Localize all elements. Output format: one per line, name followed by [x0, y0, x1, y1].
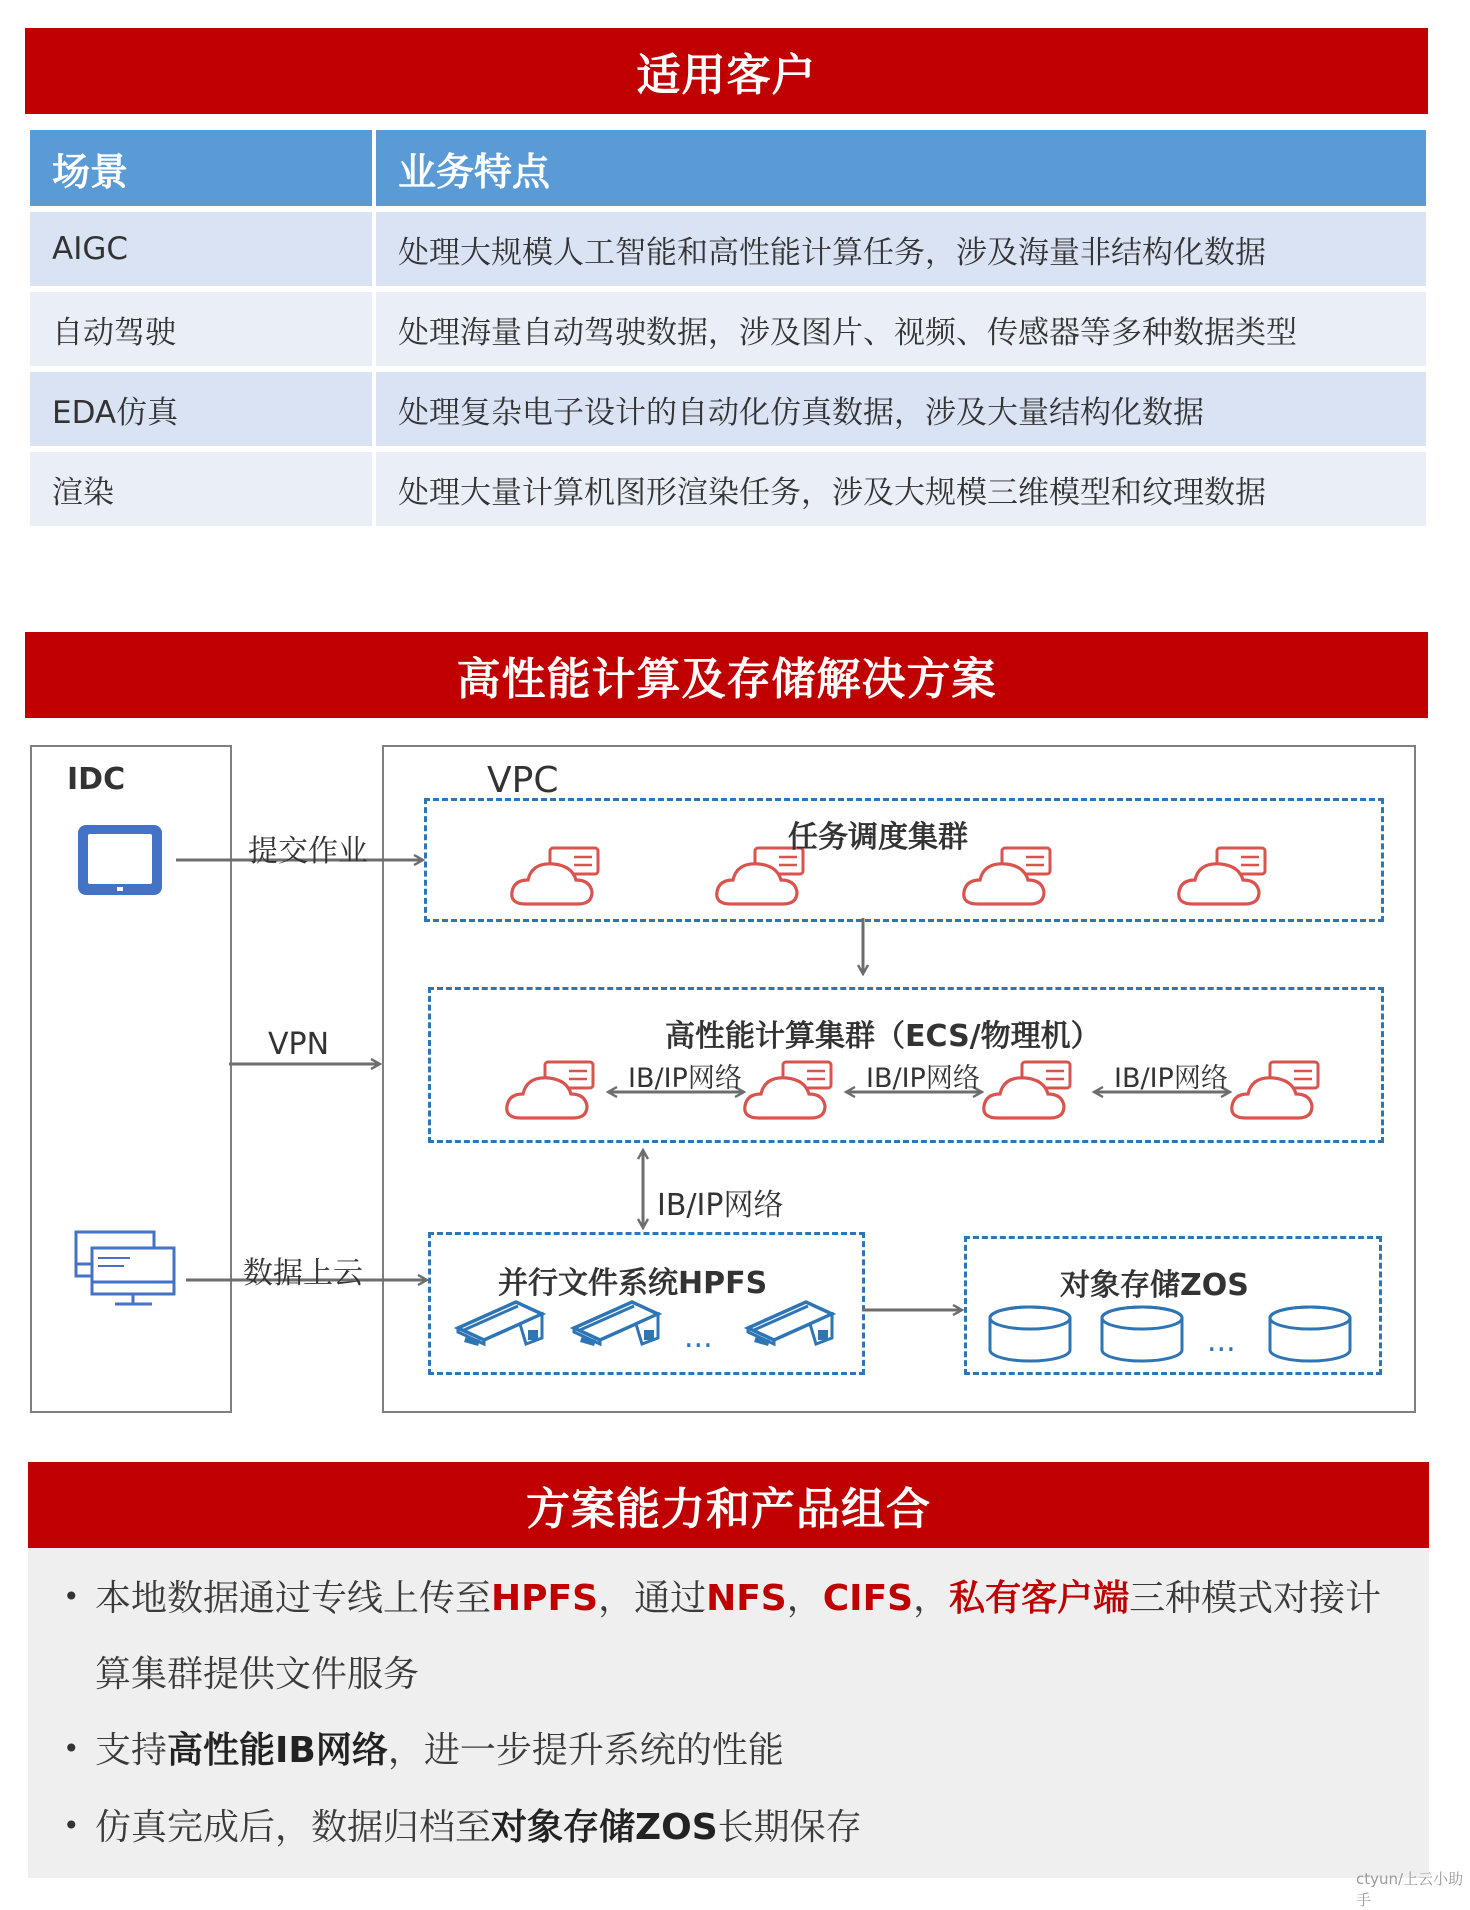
bullet-1-hpfs: HPFS — [491, 1578, 599, 1619]
bullet-dot: • — [63, 1809, 80, 1842]
bullet-dot: • — [63, 1732, 80, 1765]
zos-ellipsis: ... — [1207, 1324, 1236, 1359]
cloud-server-icon — [964, 848, 1050, 904]
bullet-1-cifs: CIFS — [822, 1578, 914, 1619]
bullet-1-sep: ， — [786, 1578, 823, 1619]
ib-network-label: IB/IP网络 — [866, 1063, 980, 1094]
vpn-label: VPN — [268, 1027, 330, 1062]
storage-drive-icon — [458, 1302, 542, 1346]
cloud-server-icon — [984, 1062, 1070, 1118]
bullet-2-bold: 高性能IB网络 — [167, 1730, 388, 1771]
idc-label: IDC — [67, 762, 126, 797]
tablet-icon — [78, 825, 162, 895]
customers-title: 适用客户 — [636, 50, 817, 101]
bullet-1-sep2: ， — [913, 1578, 950, 1619]
capabilities-title: 方案能力和产品组合 — [526, 1484, 931, 1535]
cell-scene: 自动驾驶 — [30, 286, 376, 366]
cloud-server-icon — [512, 848, 598, 904]
bullet-3-bold: 对象存储ZOS — [491, 1807, 718, 1848]
cell-feature: 处理大量计算机图形渲染任务，涉及大规模三维模型和纹理数据 — [376, 446, 1426, 526]
cell-scene: EDA仿真 — [30, 366, 376, 446]
object-disk-icon — [1102, 1307, 1182, 1361]
bullet-3-text-a: 仿真完成后，数据归档至 — [95, 1807, 492, 1848]
cell-feature: 处理大规模人工智能和高性能计算任务，涉及海量非结构化数据 — [376, 206, 1426, 286]
cloud-server-icon — [1179, 848, 1265, 904]
cell-scene: AIGC — [30, 206, 376, 286]
bullet-1-nfs: NFS — [706, 1578, 787, 1619]
bullet-3 — [95, 1799, 862, 1850]
ib-network-label: IB/IP网络 — [657, 1188, 784, 1223]
submit-job-label: 提交作业 — [248, 834, 368, 869]
ib-network-label: IB/IP网络 — [628, 1063, 742, 1094]
header-scene: 场景 — [30, 130, 376, 206]
watermark: ctyun/上云小助手 — [1356, 1870, 1464, 1909]
object-disk-icon — [1270, 1307, 1350, 1361]
hpc-cluster-label: 高性能计算集群（ECS/物理机） — [665, 1019, 1101, 1054]
bullet-1-client: 私有客户端 — [949, 1578, 1130, 1619]
bullet-2-text-a: 支持 — [95, 1730, 168, 1771]
cloud-server-icon — [745, 1062, 831, 1118]
cell-feature: 处理复杂电子设计的自动化仿真数据，涉及大量结构化数据 — [376, 366, 1426, 446]
ib-network-label: IB/IP网络 — [1114, 1063, 1228, 1094]
bullet-2-text-b: ，进一步提升系统的性能 — [387, 1730, 784, 1771]
zos-label: 对象存储ZOS — [1060, 1268, 1249, 1303]
bullet-dot: • — [63, 1580, 80, 1613]
bullet-2 — [95, 1722, 784, 1773]
scheduler-cluster-label: 任务调度集群 — [788, 820, 968, 855]
bullet-1-text-c: 三种模式对接计 — [1129, 1578, 1382, 1619]
storage-drive-icon — [748, 1302, 832, 1346]
cell-feature: 处理海量自动驾驶数据，涉及图片、视频、传感器等多种数据类型 — [376, 286, 1426, 366]
cloud-server-icon — [717, 848, 803, 904]
solution-title: 高性能计算及存储解决方案 — [456, 654, 997, 705]
bullet-1-line-2: 算集群提供文件服务 — [95, 1654, 420, 1695]
capabilities-banner — [28, 1462, 1429, 1548]
bullet-1 — [95, 1570, 1381, 1621]
hpfs-ellipsis: ... — [684, 1320, 713, 1355]
cloud-server-icon — [507, 1062, 593, 1118]
bullet-1-text-b: ，通过 — [598, 1578, 707, 1619]
object-disk-icon — [990, 1307, 1070, 1361]
bullet-1-text-a: 本地数据通过专线上传至 — [95, 1578, 492, 1619]
header-features: 业务特点 — [376, 130, 1426, 206]
storage-drive-icon — [574, 1302, 658, 1346]
cell-scene: 渲染 — [30, 446, 376, 526]
vpc-label: VPC — [487, 760, 559, 801]
cloud-server-icon — [1232, 1062, 1318, 1118]
monitor-icon — [76, 1232, 174, 1304]
hpfs-label: 并行文件系统HPFS — [498, 1266, 768, 1301]
bullet-3-text-b: 长期保存 — [717, 1807, 862, 1848]
data-to-cloud-label: 数据上云 — [243, 1256, 363, 1291]
